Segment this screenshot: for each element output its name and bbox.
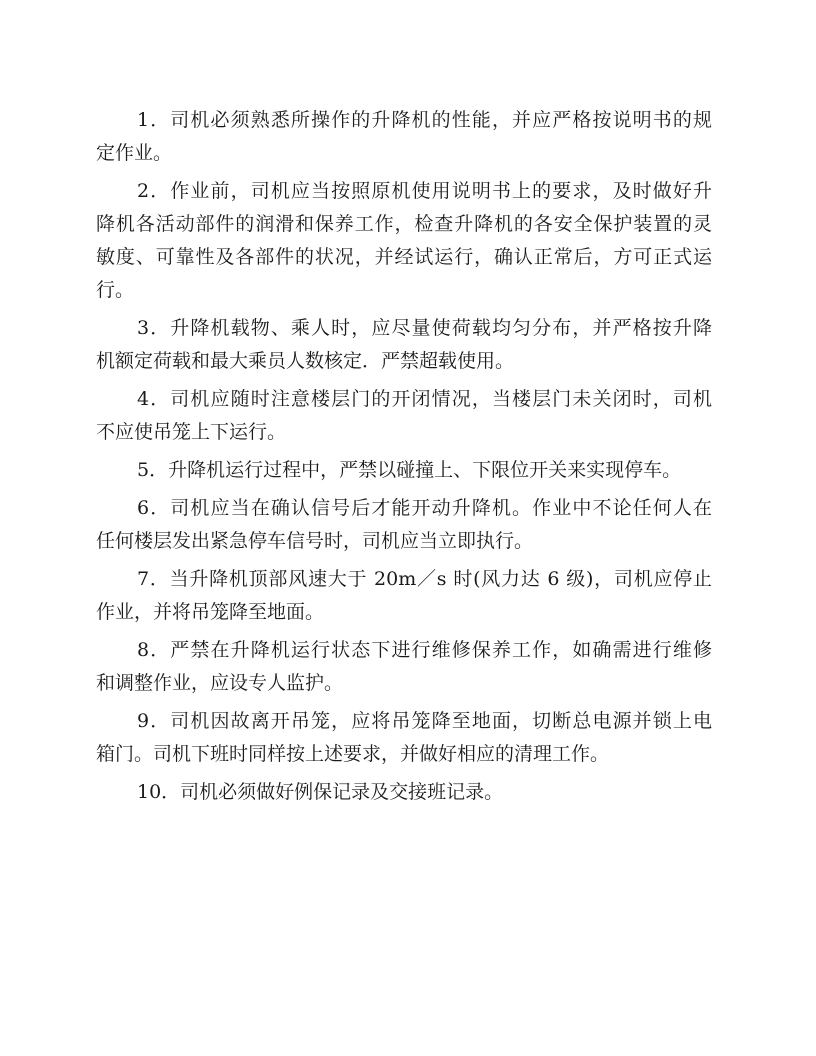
paragraph-line: 作业，并将吊笼降至地面。 bbox=[96, 601, 325, 623]
paragraph-line: 降机各活动部件的润滑和保养工作，检查升降机的各安全保护装置的灵 bbox=[96, 213, 712, 235]
paragraph-1 bbox=[96, 104, 712, 170]
paragraph-line: 任何楼层发出紧急停车信号时，司机应当立即执行。 bbox=[96, 530, 534, 552]
paragraph-line: 9．司机因故离开吊笼，应将吊笼降至地面，切断总电源并锁上电 bbox=[137, 710, 712, 732]
paragraph-line: 7．当升降机顶部风速大于 20m／s 时(风力达 6 级)，司机应停止 bbox=[137, 568, 712, 590]
paragraph-line: 3．升降机载物、乘人时，应尽量使荷载均匀分布，并严格按升降 bbox=[137, 317, 712, 339]
paragraph-6 bbox=[96, 492, 712, 558]
paragraph-line: 机额定荷载和最大乘员人数核定．严禁超载使用。 bbox=[96, 350, 515, 372]
paragraph-line: 2．作业前，司机应当按照原机使用说明书上的要求，及时做好升 bbox=[137, 180, 712, 202]
paragraph-line: 4．司机应随时注意楼层门的开闭情况，当楼层门未关闭时，司机 bbox=[137, 388, 712, 410]
paragraph-line: 10．司机必须做好例保记录及交接班记录。 bbox=[137, 781, 504, 803]
paragraph-line: 不应使吊笼上下运行。 bbox=[96, 421, 287, 443]
paragraph-line: 1．司机必须熟悉所操作的升降机的性能，并应严格按说明书的规 bbox=[137, 109, 712, 131]
paragraph-line: 6．司机应当在确认信号后才能开动升降机。作业中不论任何人在 bbox=[137, 497, 712, 519]
paragraph-line: 行。 bbox=[96, 279, 135, 301]
document-body bbox=[96, 104, 712, 814]
paragraph-line: 定作业。 bbox=[96, 142, 173, 164]
paragraph-2 bbox=[96, 175, 712, 307]
paragraph-8 bbox=[96, 634, 712, 700]
paragraph-line: 5．升降机运行过程中，严禁以碰撞上、下限位开关来实现停车。 bbox=[137, 459, 682, 481]
paragraph-3 bbox=[96, 312, 712, 378]
paragraph-line: 箱门。司机下班时同样按上述要求，并做好相应的清理工作。 bbox=[96, 743, 610, 765]
paragraph-5 bbox=[96, 454, 712, 487]
paragraph-line: 和调整作业，应设专人监护。 bbox=[96, 672, 344, 694]
paragraph-10 bbox=[96, 776, 712, 809]
paragraph-4 bbox=[96, 383, 712, 449]
paragraph-9 bbox=[96, 705, 712, 771]
paragraph-line: 敏度、可靠性及各部件的状况，并经试运行，确认正常后，方可正式运 bbox=[96, 246, 712, 268]
paragraph-line: 8．严禁在升降机运行状态下进行维修保养工作，如确需进行维修 bbox=[137, 639, 712, 661]
paragraph-7 bbox=[96, 563, 712, 629]
